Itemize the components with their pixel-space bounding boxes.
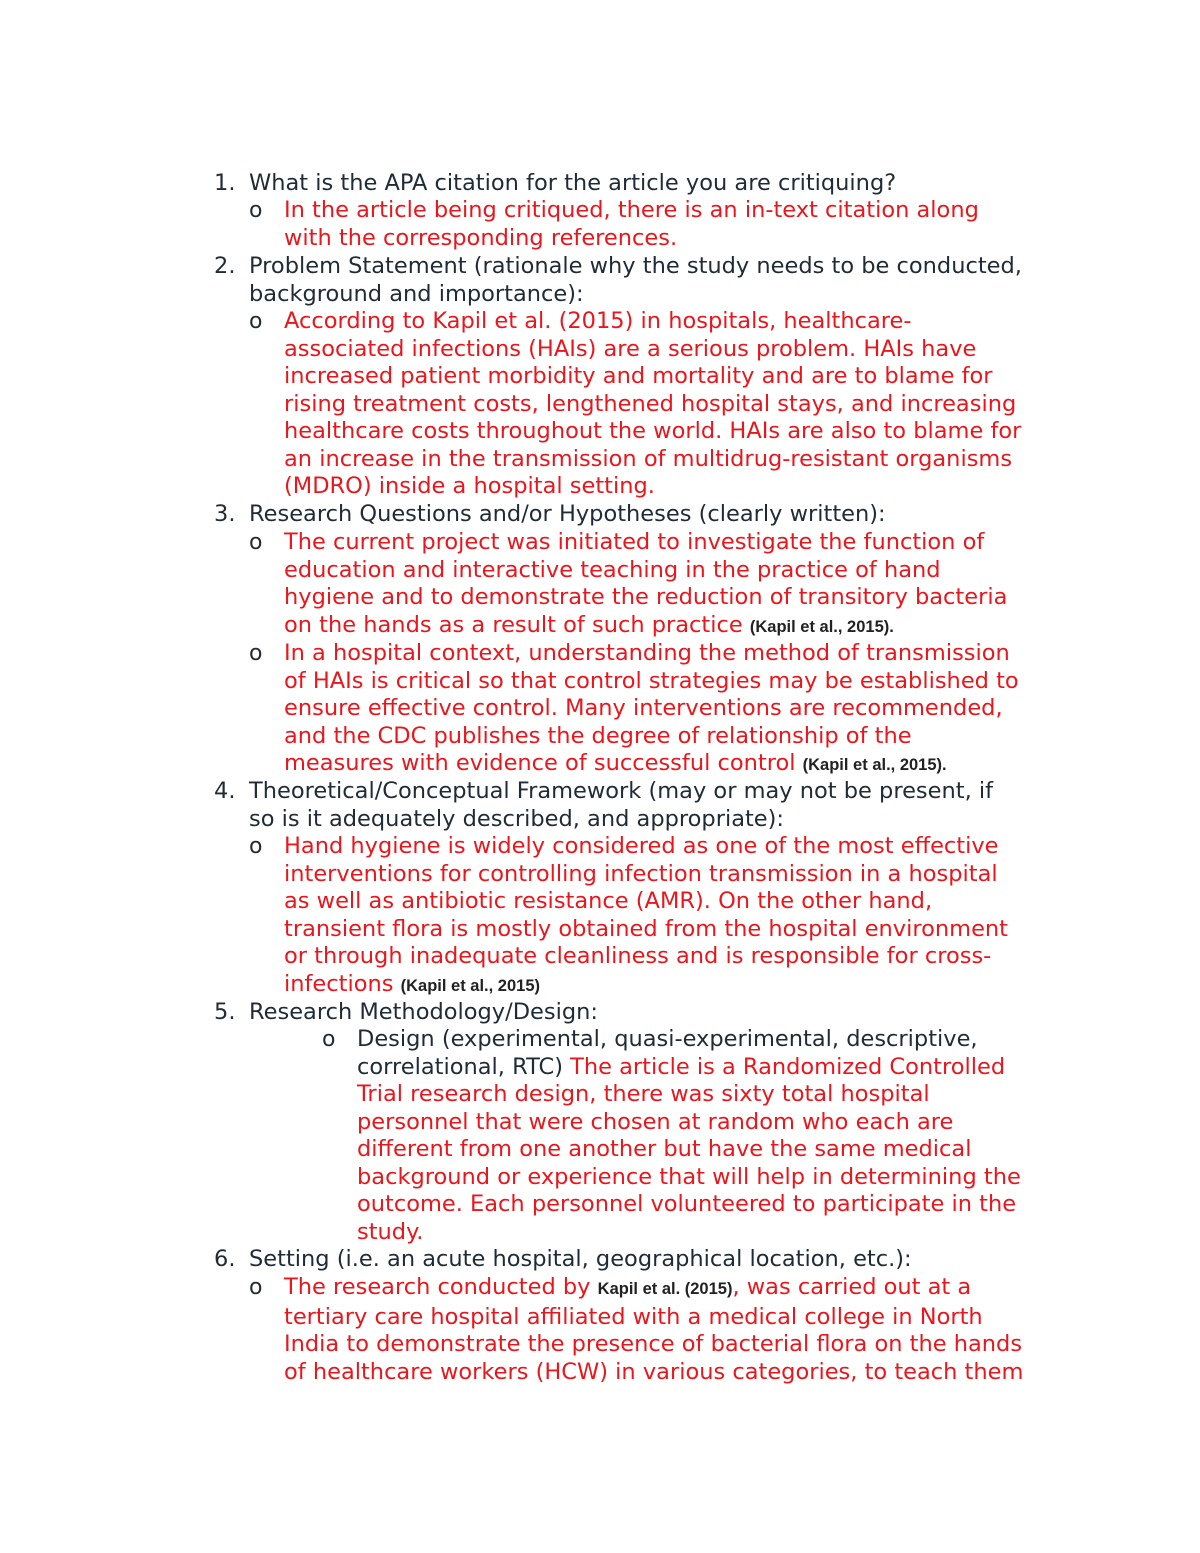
- answer-line: associated infections (HAIs) are a serious problem. HAIs have: [284, 335, 977, 362]
- item-number: 3.: [214, 501, 236, 527]
- answer-line: [284, 1274, 1023, 1304]
- item-number: 2.: [214, 253, 236, 279]
- question-line: Setting (i.e. an acute hospital, geographical location, etc.):: [249, 1246, 912, 1272]
- answer-line: rising treatment costs, lengthened hospital stays, and increasing: [284, 390, 1017, 417]
- citation: (Kapil et al., 2015).: [749, 617, 894, 636]
- answer-line: outcome. Each personnel volunteered to participate in the: [357, 1191, 1017, 1217]
- answer-line: [357, 1054, 1021, 1082]
- question-text: [249, 253, 1022, 308]
- answer-line: In the article being critiqued, there is an in-text citation along: [284, 197, 979, 223]
- question-text: [249, 999, 598, 1027]
- answer-line: of HAIs is critical so that control strategies may be established to: [284, 667, 1019, 694]
- answer-line: hygiene and to demonstrate the reduction of transitory bacteria: [284, 584, 1008, 610]
- bullet-marker: o: [249, 198, 263, 223]
- answer-line: In a hospital context, understanding the method of transmission: [284, 640, 1010, 666]
- answer-line: an increase in the transmission of multidrug-resistant organisms: [284, 445, 1013, 472]
- answer-line: [284, 971, 1008, 1001]
- citation: (Kapil et al., 2015).: [802, 756, 947, 774]
- bullet-marker: o: [249, 1275, 263, 1300]
- citation: Kapil et al. (2015): [597, 1280, 733, 1298]
- answer-line-text: infections: [284, 970, 394, 997]
- answer-text: [284, 308, 1021, 501]
- answer-line: education and interactive teaching in the practice of hand: [284, 556, 941, 583]
- bullet-marker: o: [249, 834, 263, 859]
- citation: (Kapil et al., 2015): [400, 976, 541, 995]
- answer-line: of healthcare workers (HCW) in various categories, to teach them: [284, 1358, 1024, 1385]
- answer-line-text: The research conducted by: [284, 1274, 591, 1300]
- item-number: 6.: [214, 1246, 236, 1272]
- question-line: background and importance):: [249, 280, 584, 307]
- question-line: Research Questions and/or Hypotheses (clearly written):: [249, 501, 886, 527]
- answer-line: with the corresponding references.: [284, 224, 678, 251]
- answer-line: The current project was initiated to investigate the function of: [284, 529, 985, 555]
- answer-line: transient flora is mostly obtained from the hospital environment: [284, 915, 1008, 942]
- answer-line: Hand hygiene is widely considered as one of the most effective: [284, 833, 999, 859]
- question-line: Theoretical/Conceptual Framework (may or may not be present, if: [249, 778, 994, 804]
- answer-line: According to Kapil et al. (2015) in hospitals, healthcare-: [284, 308, 912, 334]
- item-number: 5.: [214, 999, 236, 1025]
- answer-line: [284, 612, 1007, 642]
- question-text: [249, 778, 993, 833]
- answer-line: study.: [357, 1218, 424, 1245]
- question-line: What is the APA citation for the article you are critiquing?: [249, 170, 897, 196]
- question-text: [249, 1246, 912, 1274]
- bullet-marker: o: [249, 530, 263, 555]
- answer-line: ensure effective control. Many interventions are recommended,: [284, 695, 1003, 721]
- bullet-marker: o: [249, 641, 263, 666]
- answer-line: personnel that were chosen at random who each are: [357, 1108, 954, 1135]
- question-line: so is it adequately described, and appropriate):: [249, 805, 785, 832]
- question-text: [249, 501, 886, 529]
- answer-line-text: , was carried out at a: [732, 1274, 972, 1300]
- answer-text: [284, 833, 1008, 1000]
- answer-text: [284, 1274, 1023, 1386]
- question-text: [249, 170, 896, 198]
- answer-line: [284, 750, 1019, 780]
- answer-line-text: The article is a Randomized Controlled: [570, 1053, 1006, 1080]
- answer-line: as well as antibiotic resistance (AMR). On the other hand,: [284, 888, 933, 914]
- answer-line: interventions for controlling infection transmission in a hospital: [284, 860, 998, 887]
- answer-line: India to demonstrate the presence of bacterial flora on the hands: [284, 1331, 1023, 1357]
- answer-line: different from one another but have the same medical: [357, 1136, 972, 1162]
- answer-text: [284, 640, 1019, 780]
- answer-text: [284, 197, 979, 252]
- bullet-marker: o: [322, 1027, 336, 1052]
- item-number: 1.: [214, 170, 236, 196]
- answer-line: Trial research design, there was sixty total hospital: [357, 1081, 930, 1107]
- answer-text: [357, 1026, 1021, 1246]
- answer-line: and the CDC publishes the degree of relationship of the: [284, 722, 912, 749]
- answer-line: or through inadequate cleanliness and is responsible for cross-: [284, 943, 992, 969]
- answer-text: [284, 529, 1007, 641]
- design-prompt-line: Design (experimental, quasi-experimental, descriptive,: [357, 1026, 978, 1052]
- answer-line-text: on the hands as a result of such practice: [284, 611, 743, 638]
- answer-line: (MDRO) inside a hospital setting.: [284, 473, 655, 499]
- item-number: 4.: [214, 778, 236, 804]
- answer-line: background or experience that will help in determining the: [357, 1163, 1021, 1190]
- answer-line: tertiary care hospital affiliated with a medical college in North: [284, 1303, 983, 1330]
- answer-line-text: measures with evidence of successful control: [284, 750, 796, 776]
- question-line: Problem Statement (rationale why the study needs to be conducted,: [249, 253, 1022, 279]
- design-prompt-line: correlational, RTC): [357, 1053, 563, 1080]
- answer-line: healthcare costs throughout the world. HAIs are also to blame for: [284, 418, 1022, 444]
- bullet-marker: o: [249, 309, 263, 334]
- question-line: Research Methodology/Design:: [249, 999, 598, 1025]
- answer-line: increased patient morbidity and mortality and are to blame for: [284, 363, 993, 389]
